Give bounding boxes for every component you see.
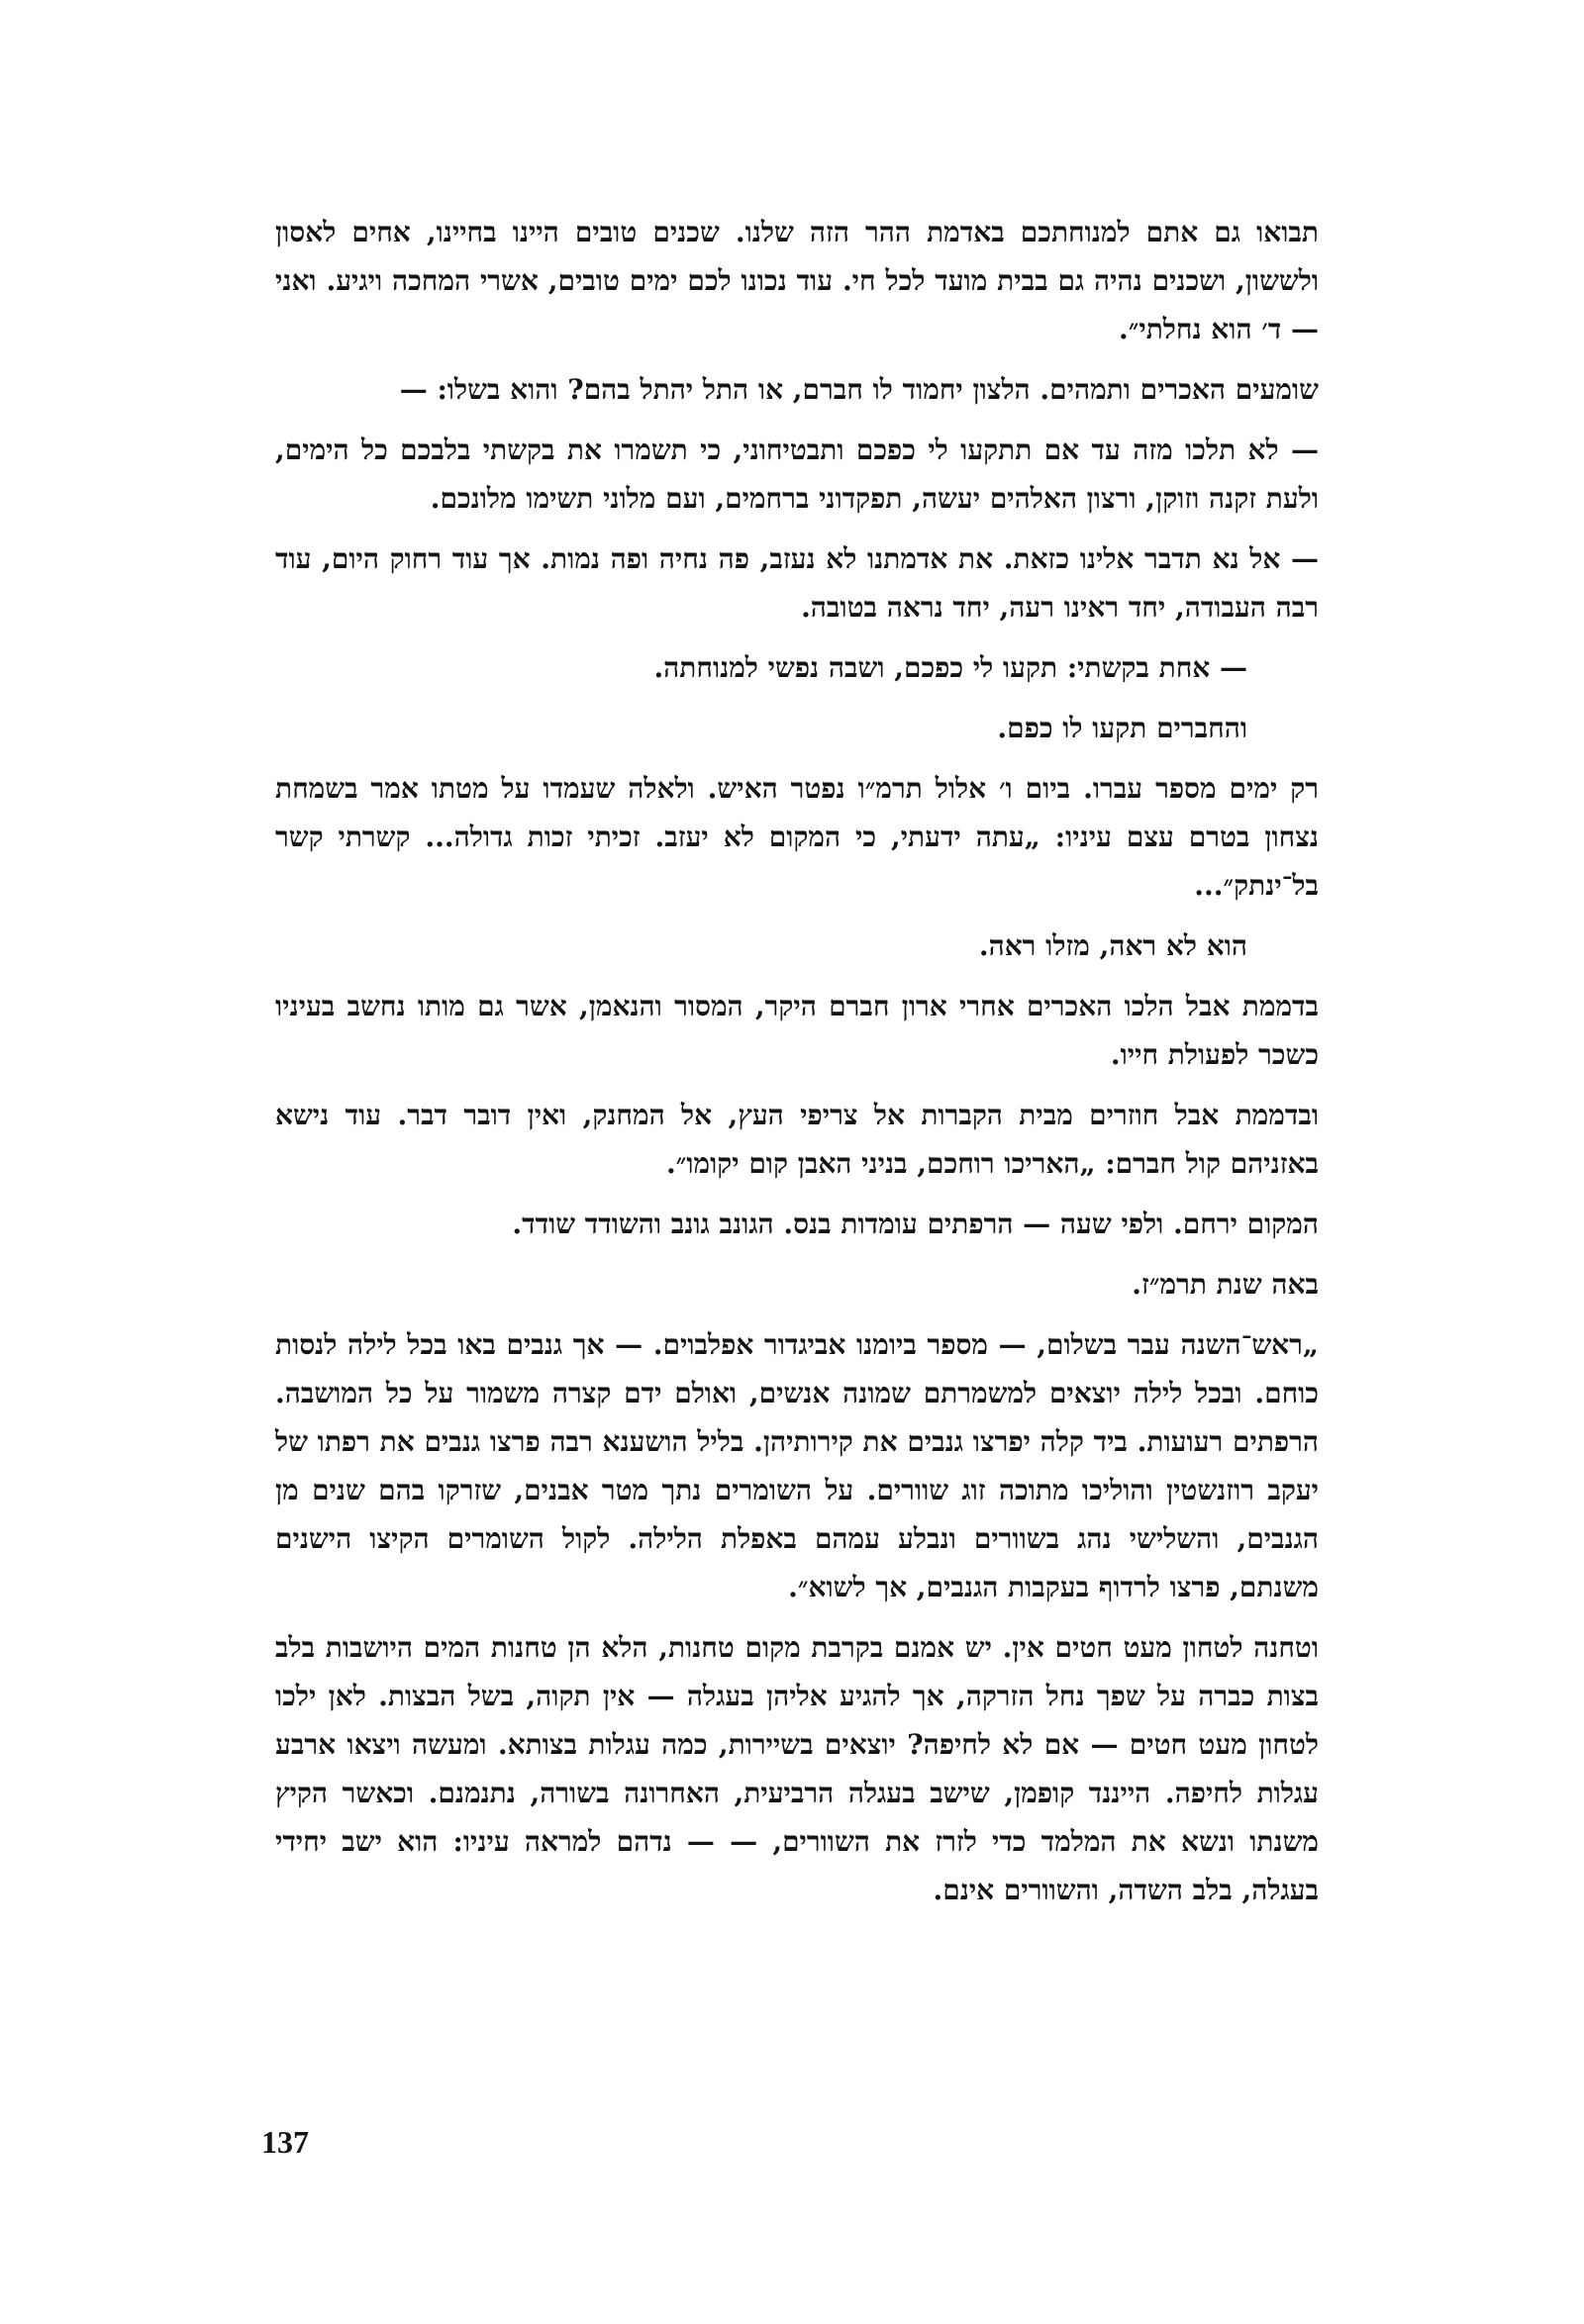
dialogue-paragraph: — אחת בקשתי: תקעו לי כפכם, ושבה נפשי למנוחתה. (653, 651, 1247, 684)
paragraph: והחברים תקעו לו כפם. (997, 712, 1247, 744)
paragraph: בדממת אבל הלכו האכרים אחרי ארון חברם היקר, המסור והנאמן, אשר גם מותו נחשב בעיניו כשכר לפעולת חייו. (275, 990, 1319, 1071)
dialogue-paragraph: — אל נא תדבר אלינו כזאת. את אדמתנו לא נעזב, פה נחיה ופה נמות. אך עוד רחוק היום, עוד רבה העבודה, יחד ראינו רעה, יחד נראה בטובה. (275, 542, 1319, 624)
paragraph: הוא לא ראה, מזלו ראה. (978, 929, 1247, 962)
paragraph: תבואו גם אתם למנוחתכם באדמת ההר הזה שלנו. שכנים טובים היינו בחיינו, אחים לאסון ולששון, ושכנים נהיה גם בבית מועד לכל חי. עוד נכונו לכם ימים טובים, אשרי המחכה ויגיע. ואני — ד׳ הוא נחלתי״. (275, 216, 1319, 345)
paragraph: באה שנת תרמ״ז. (1132, 1268, 1319, 1301)
paragraph: המקום ירחם. ולפי שעה — הרפתים עומדות בנס. הגונב גונב והשודד שודד. (512, 1208, 1319, 1240)
diary-quote-paragraph: „ראש־השנה עבר בשלום, — מספר ביומנו אביגדור אפלבוים. — אך גנבים באו בכל לילה לנסות כוחם. ובכל לילה יוצאים למשמרתם שמונה אנשים, ואולם ידם קצרה משמור על כל המושבה. הרפתים רעועות. ביד קלה יפרצו גנבים את קירותיהן. בליל הושענא רבה פרצו גנבים את רפתו של יעקב רוזנשטין והוליכו מתוכה זוג שוורים. על השומרים נתך מטר אבנים, שזרקו בהם שנים מן הגנבים, והשלישי נהג בשוורים ונבלע עמהם באפלת הלילה. לקול השומרים הקיצו הישנים משנתם, פרצו לרדוף בעקבות הגנבים, אך לשוא״. (275, 1328, 1319, 1603)
page-number: 137 (261, 2124, 309, 2160)
paragraph: רק ימים מספר עברו. ביום ו׳ אלול תרמ״ו נפטר האיש. ולאלה שעמדו על מטתו אמר בשמחת נצחון בטרם עצם עיניו: „עתה ידעתי, כי המקום לא יעזב. זכיתי זכות גדולה... קשרתי קשר בל־ינתק״... (275, 772, 1319, 902)
paragraph: וטחנה לטחון מעט חטים אין. יש אמנם בקרבת מקום טחנות, הלא הן טחנות המים היושבות בלב בצות כברה על שפך נחל הזרקה, אך להגיע אליהן בעגלה — אין תקוה, בשל הבצות. לאן ילכו לטחון מעט חטים — אם לא לחיפה? יוצאים בשיירות, כמה עגלות בצותא. ומעשה ויצאו ארבע עגלות לחיפה. הייננד קופמן, שישב בעגלה הרביעית, האחרונה בשורה, נתנמנם. וכאשר הקיץ משנתו ונשא את המלמד כדי לזרז את השוורים, — — נדהם למראה עיניו: הוא ישב יחידי בעגלה, בלב השדה, והשוורים אינם. (275, 1631, 1319, 1906)
body-text (275, 208, 1319, 1926)
paragraph: ובדממת אבל חוזרים מבית הקברות אל צריפי העץ, אל המחנק, ואין דובר דבר. עוד נישא באזניהם קול חברם: „האריכו רוחכם, בניני האבן קום יקומו״. (275, 1099, 1319, 1180)
paragraph: שומעים האכרים ותמהים. הלצון יחמוד לו חברם, או התל יהתל בהם? והוא בשלו: — (399, 373, 1319, 406)
dialogue-paragraph: — לא תלכו מזה עד אם תתקעו לי כפכם ותבטיחוני, כי תשמרו את בקשתי בלבכם כל הימים, ולעת זקנה וזוקן, ורצון האלהים יעשה, תפקדוני ברחמים, ועם מלוני תשימו מלונכם. (275, 434, 1319, 515)
